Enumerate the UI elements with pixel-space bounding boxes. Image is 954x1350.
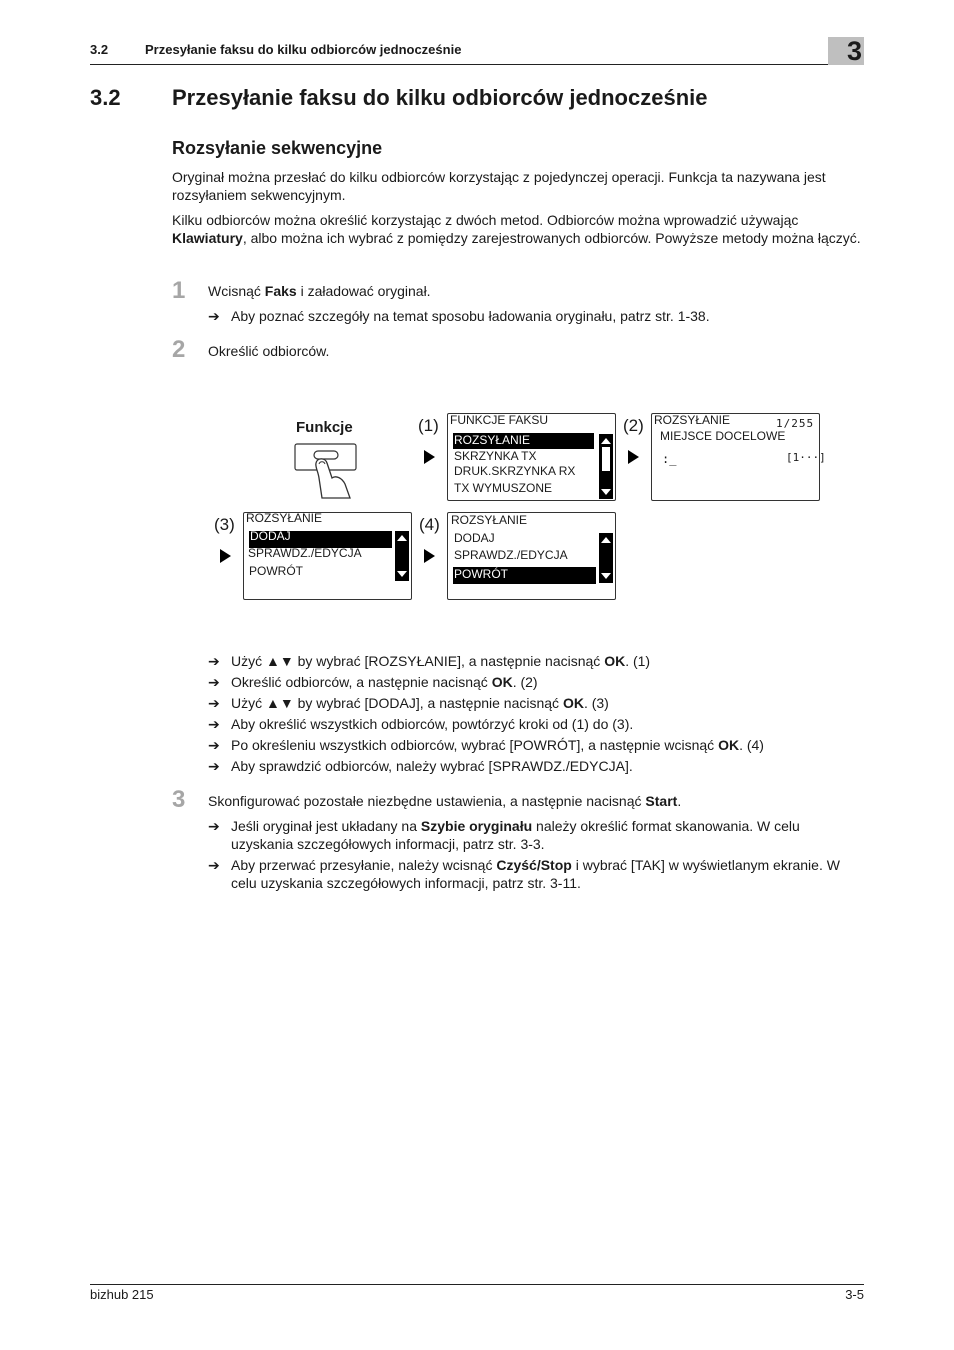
scroll-down-icon (397, 571, 407, 577)
lcd-screen-4-title: ROZSYŁANIE (451, 513, 528, 527)
step-2-note: ➔ Określić odbiorców, a następnie nacisnąć OK. (2) (208, 674, 538, 690)
step-1-note: ➔ Aby poznać szczegóły na temat sposobu ładowania oryginału, patrz str. 1-38. (208, 308, 710, 324)
lcd-screen-2-counter: 1/255 (776, 417, 815, 430)
section-title: Przesyłanie faksu do kilku odbiorców jednocześnie (172, 85, 708, 110)
play-arrow-icon (424, 450, 435, 464)
step-3-note: ➔ Jeśli oryginał jest układany na Szybie oryginału należy określić format skanowania. W celu uzyskania szczegółowych informacji, patrz str. 3-3. (208, 818, 800, 852)
lcd-screen-4-item: DODAJ (454, 531, 495, 545)
lcd-screen-3-item-selected: DODAJ (250, 529, 291, 543)
footer-page-number: 3-5 (845, 1287, 864, 1302)
lcd-screen-1-item-selected: ROZSYŁANIE (454, 433, 531, 447)
step-2-note: ➔ Użyć ▲▼ by wybrać [ROZSYŁANIE], a następnie nacisnąć OK. (1) (208, 653, 651, 669)
scroll-up-icon (601, 537, 611, 543)
lcd-screen-1-item: DRUK.SKRZYNKA RX (454, 464, 576, 478)
step-number-3: 3 (172, 786, 186, 813)
header-section-number: 3.2 (90, 42, 109, 57)
intro-paragraph-2: Kilku odbiorców można określić korzystając z dwóch metod. Odbiorców można wprowadzić używając Klawiatury, albo można ich wybrać z pomiędzy zarejestrowanych odbiorców. Powyższe metody można łączyć. (172, 212, 861, 246)
arrow-icon: ➔ (208, 653, 220, 669)
lcd-screen-4 (447, 512, 616, 600)
lcd-screen-1-item: SKRZYNKA TX (454, 449, 537, 463)
figure-label-2: (2) (623, 416, 644, 435)
subsection-title: Rozsyłanie sekwencyjne (172, 138, 383, 158)
step-2-note: ➔ Użyć ▲▼ by wybrać [DODAJ], a następnie nacisnąć OK. (3) (208, 695, 609, 711)
scroll-down-icon (601, 573, 611, 579)
lcd-screen-2-entry: [1···] (786, 451, 826, 464)
step-3-note: ➔ Aby przerwać przesyłanie, należy wcisnąć Czyść/Stop i wybrać [TAK] w wyświetlanym ekranie. W celu uzyskania szczegółowych informacji, patrz str. 3-11. (208, 857, 840, 891)
step-2-note: ➔ Aby sprawdzić odbiorców, należy wybrać [SPRAWDZ./EDYCJA]. (208, 758, 633, 774)
scroll-thumb (602, 447, 610, 471)
figure-label-4: (4) (419, 515, 440, 534)
scroll-up-icon (397, 535, 407, 541)
lcd-screen-1-item: TX WYMUSZONE (454, 481, 552, 495)
scroll-down-icon (601, 489, 611, 495)
header-rule (90, 64, 864, 65)
arrow-icon: ➔ (208, 857, 220, 873)
arrow-icon: ➔ (208, 695, 220, 711)
lcd-screen-3-item: SPRAWDZ./EDYCJA (248, 546, 362, 560)
step-3-text: Skonfigurować pozostałe niezbędne ustawienia, a następnie nacisnąć Start. (208, 793, 682, 809)
figure-label-1: (1) (418, 416, 439, 435)
lcd-screen-3 (243, 512, 412, 600)
arrow-icon: ➔ (208, 674, 220, 690)
header-section-title: Przesyłanie faksu do kilku odbiorców jednocześnie (145, 42, 462, 57)
play-arrow-icon (628, 450, 639, 464)
section-number: 3.2 (90, 85, 121, 110)
lcd-screen-3-item: POWRÓT (249, 564, 303, 578)
arrow-icon: ➔ (208, 716, 220, 732)
figure-label-3: (3) (214, 515, 235, 534)
lcd-screen-3-scrollbar (395, 531, 409, 581)
lcd-screen-3-title: ROZSYŁANIE (246, 511, 323, 525)
lcd-screen-1 (447, 413, 616, 501)
chapter-number: 3 (846, 36, 862, 66)
lcd-screen-1-scrollbar (599, 434, 613, 499)
funkcje-button-label: Funkcje (296, 419, 353, 436)
finger-press-icon (292, 440, 362, 502)
lcd-screen-2-title: ROZSYŁANIE (654, 413, 731, 427)
intro-paragraph-1: Oryginał można przesłać do kilku odbiorców korzystając z pojedynczej operacji. Funkcja ta nazywana jest rozsyłaniem sekwencyjnym. (172, 169, 826, 203)
step-2-note: ➔ Aby określić wszystkich odbiorców, powtórzyć kroki od (1) do (3). (208, 716, 634, 732)
lcd-screen-4-scrollbar (599, 533, 613, 583)
step-number-2: 2 (172, 336, 186, 363)
lcd-screen-1-title: FUNKCJE FAKSU (450, 413, 549, 427)
lcd-screen-4-item-selected: POWRÓT (454, 567, 508, 581)
footer-rule (90, 1284, 864, 1285)
step-2-note: ➔ Po określeniu wszystkich odbiorców, wybrać [POWRÓT], a następnie wcisnąć OK. (4) (208, 737, 764, 753)
scroll-up-icon (601, 438, 611, 444)
arrow-icon: ➔ (208, 308, 220, 324)
step-number-1: 1 (172, 277, 186, 304)
arrow-icon: ➔ (208, 758, 220, 774)
play-arrow-icon (424, 549, 435, 563)
footer-product-name: bizhub 215 (90, 1287, 154, 1302)
lcd-screen-4-item: SPRAWDZ./EDYCJA (454, 548, 568, 562)
lcd-screen-2 (651, 413, 826, 501)
step-2-text: Określić odbiorców. (208, 343, 330, 359)
step-1-text: Wcisnąć Faks i załadować oryginał. (208, 283, 431, 299)
lcd-screen-2-destination-label: MIEJSCE DOCELOWE (660, 429, 786, 443)
arrow-icon: ➔ (208, 818, 220, 834)
play-arrow-icon (220, 549, 231, 563)
arrow-icon: ➔ (208, 737, 220, 753)
lcd-screen-2-input: :_ (662, 452, 677, 466)
